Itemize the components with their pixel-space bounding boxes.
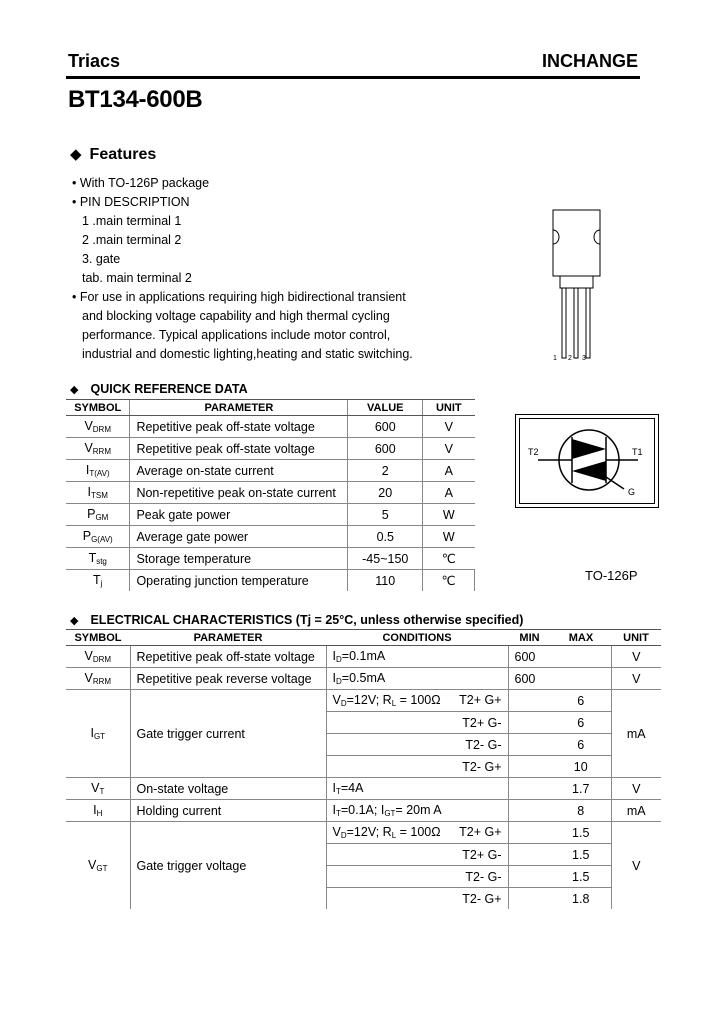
max-cell (551, 646, 611, 668)
value-cell: 600 (348, 438, 423, 460)
package-name: TO-126P (585, 568, 638, 583)
min-cell: 600 (508, 646, 551, 668)
parameter-cell: On-state voltage (130, 778, 326, 800)
parameter-cell: Peak gate power (130, 504, 348, 526)
unit-cell: V (611, 668, 661, 690)
category-label: Triacs (68, 51, 121, 71)
symbol-cell: $V_T$ (66, 778, 130, 800)
max-cell: 1.8 (572, 891, 590, 906)
symbol-cell: $V_{RRM}$ (66, 668, 130, 690)
table-row (66, 800, 661, 822)
max-cell: 1.5 (551, 866, 611, 888)
elec-table (66, 629, 661, 909)
triac-symbol-box (515, 414, 659, 508)
diamond-bullet-icon: ◆ (70, 384, 79, 396)
max-cell: 1.5 (551, 822, 611, 844)
value-cell: 0.5 (348, 526, 423, 548)
max-cell: 10 (551, 756, 611, 778)
table-header-row (66, 400, 475, 416)
value-cell: 110 (348, 570, 423, 592)
gate-terminal-label: G (628, 487, 636, 497)
min-cell (508, 756, 551, 778)
col-header: PARAMETER (130, 400, 348, 416)
symbol-cell: $T_j$ (93, 573, 103, 588)
max-cell: 8 (551, 800, 611, 822)
symbol-cell: $V_{DRM}$ (66, 416, 130, 438)
table-row (66, 548, 475, 570)
brand-name: INCHANGE (541, 51, 638, 71)
table-row (66, 822, 661, 844)
table-row (66, 690, 661, 712)
unit-cell: mA (611, 800, 661, 822)
symbol-cell: $I_{T(AV)}$ (66, 460, 130, 482)
symbol-cell: $I_{TSM}$ (66, 482, 130, 504)
features-list (72, 174, 413, 364)
unit-cell: V (423, 438, 475, 460)
col-header: UNIT (611, 630, 661, 646)
unit-cell: ℃ (423, 548, 475, 570)
min-cell (508, 690, 551, 712)
col-header: SYMBOL (66, 400, 130, 416)
diamond-bullet-icon: ◆ (70, 615, 79, 627)
features-title: Features (89, 146, 157, 163)
symbol-cell: $T_{stg}$ (66, 548, 130, 570)
conditions-cell: $V_D=12V$; $R_L = 100\Omega$ T2+ G+ (326, 690, 508, 712)
table-row (66, 416, 475, 438)
feature-item: and blocking voltage capability and high thermal cycling (82, 309, 390, 323)
min-cell (508, 888, 551, 910)
pin-label: 1 (553, 355, 557, 362)
conditions-cell: T2- G- (326, 734, 508, 756)
min-cell (508, 712, 551, 734)
min-cell (508, 844, 551, 866)
elec-heading (70, 613, 523, 627)
symbol-cell: $P_{G(AV)}$ (66, 526, 130, 548)
value-cell: 20 (348, 482, 423, 504)
parameter-cell: Holding current (130, 800, 326, 822)
parameter-cell: Gate trigger current (130, 690, 326, 778)
unit-cell: W (423, 504, 475, 526)
triac-symbol-icon (516, 415, 658, 507)
col-header: MIN (508, 630, 551, 646)
symbol-cell: $I_H$ (66, 800, 130, 822)
table-header-row (66, 630, 661, 646)
unit-cell: V (423, 416, 475, 438)
table-row (66, 482, 475, 504)
min-cell (508, 822, 551, 844)
feature-item: tab. main terminal 2 (82, 271, 192, 285)
unit-cell: A (423, 460, 475, 482)
unit-cell: V (611, 822, 661, 910)
symbol-cell: $V_{GT}$ (88, 858, 108, 873)
t1-terminal-label: T1 (632, 447, 643, 457)
feature-item: • For use in applications requiring high bidirectional transient (72, 290, 406, 304)
feature-item: 3. gate (82, 252, 121, 266)
quick-ref-heading (70, 382, 248, 396)
table-row (66, 504, 475, 526)
part-number: BT134-600B (68, 86, 203, 113)
feature-item: performance. Typical applications include motor control, (82, 328, 391, 342)
max-cell: 1.5 (551, 844, 611, 866)
feature-item: • PIN DESCRIPTION (72, 195, 190, 209)
max-cell: 6 (551, 690, 611, 712)
features-heading (70, 145, 156, 164)
unit-cell: V (611, 646, 661, 668)
parameter-cell: Average gate power (130, 526, 348, 548)
pin-label: 3 (582, 355, 586, 362)
elec-title: ELECTRICAL CHARACTERISTICS (Tj = 25°C, unless otherwise specified) (90, 613, 524, 627)
header-rule (66, 76, 640, 79)
symbol-cell: $P_{GM}$ (66, 504, 130, 526)
parameter-cell: Gate trigger voltage (130, 822, 326, 910)
min-cell (508, 734, 551, 756)
diamond-bullet-icon: ◆ (70, 146, 82, 163)
min-cell (508, 778, 551, 800)
conditions-cell: T2- G+ (326, 756, 508, 778)
feature-item: 1 .main terminal 1 (82, 214, 182, 228)
table-row (66, 526, 475, 548)
col-header: PARAMETER (130, 630, 326, 646)
parameter-cell: Repetitive peak reverse voltage (130, 668, 326, 690)
unit-cell: A (423, 482, 475, 504)
feature-item: industrial and domestic lighting,heating and static switching. (82, 347, 413, 361)
parameter-cell: Non-repetitive peak on-state current (130, 482, 348, 504)
parameter-cell: Average on-state current (130, 460, 348, 482)
feature-item: • With TO-126P package (72, 176, 210, 190)
table-row (66, 668, 661, 690)
table-row (66, 778, 661, 800)
conditions-cell: T2+ G- (326, 844, 508, 866)
unit-cell: mA (611, 690, 661, 778)
conditions-cell: $I_T=4A$ (326, 778, 508, 800)
t2-terminal-label: T2 (528, 447, 539, 457)
symbol-cell: $I_{GT}$ (66, 690, 130, 778)
symbol-cell: $V_{DRM}$ (66, 646, 130, 668)
conditions-cell: T2+ G- (326, 712, 508, 734)
value-cell: -45~150 (348, 548, 423, 570)
value-cell: 5 (348, 504, 423, 526)
pin-label: 2 (568, 355, 572, 362)
table-row (66, 460, 475, 482)
value-cell: 600 (348, 416, 423, 438)
table-row (66, 438, 475, 460)
min-cell (508, 866, 551, 888)
max-cell: 6 (551, 734, 611, 756)
max-cell: 6 (551, 712, 611, 734)
parameter-cell: Storage temperature (130, 548, 348, 570)
conditions-cell: T2- G- (326, 866, 508, 888)
package-drawing (548, 208, 618, 368)
min-cell: 600 (508, 668, 551, 690)
conditions-cell: $I_D=0.5mA$ (326, 668, 508, 690)
parameter-cell: Repetitive peak off-state voltage (130, 646, 326, 668)
table-row (66, 646, 661, 668)
conditions-cell: T2- G+ (326, 888, 508, 910)
parameter-cell: Repetitive peak off-state voltage (130, 416, 348, 438)
symbol-cell: $V_{RRM}$ (66, 438, 130, 460)
parameter-cell: Operating junction temperature (130, 570, 348, 592)
max-cell (551, 668, 611, 690)
quick-ref-table (66, 399, 475, 591)
col-header: CONDITIONS (326, 630, 508, 646)
parameter-cell: Repetitive peak off-state voltage (130, 438, 348, 460)
unit-cell: W (423, 526, 475, 548)
min-cell (508, 800, 551, 822)
col-header: UNIT (423, 400, 475, 416)
feature-item: 2 .main terminal 2 (82, 233, 182, 247)
col-header: VALUE (348, 400, 423, 416)
col-header: MAX (551, 630, 611, 646)
unit-cell: ℃ (423, 570, 475, 592)
table-row (66, 570, 475, 592)
conditions-cell: $V_D=12V$; $R_L = 100\Omega$ T2+ G+ (326, 822, 508, 844)
value-cell: 2 (348, 460, 423, 482)
conditions-cell: $I_D=0.1mA$ (326, 646, 508, 668)
max-cell: 1.7 (551, 778, 611, 800)
unit-cell: V (611, 778, 661, 800)
col-header: SYMBOL (66, 630, 130, 646)
conditions-cell: $I_T=0.1A$; $I_{GT}= 20m$ A (326, 800, 508, 822)
quick-ref-title: QUICK REFERENCE DATA (90, 382, 248, 396)
